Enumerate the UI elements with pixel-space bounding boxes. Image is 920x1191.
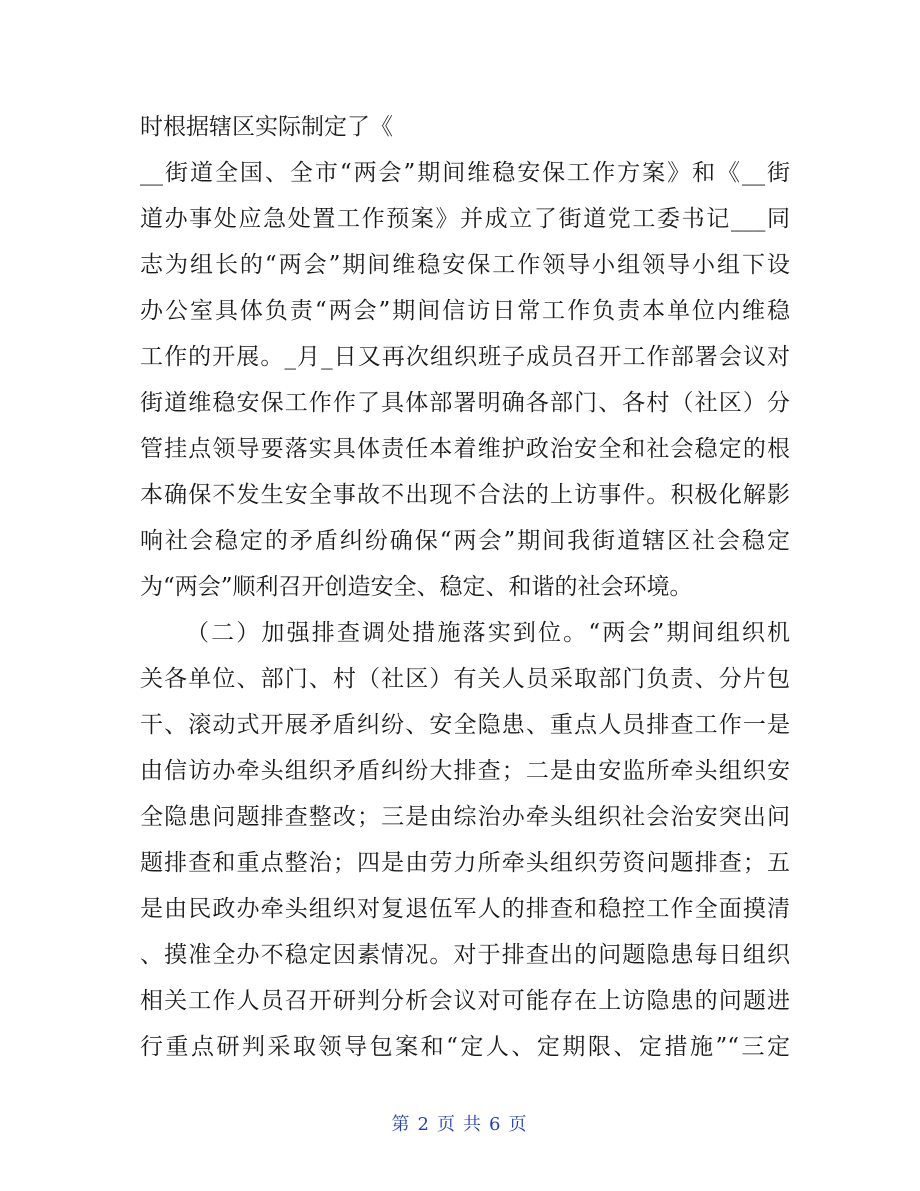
body-line: 工作的开展。_月_日又再次组织班子成员召开工作部署会议对 <box>140 344 790 370</box>
footer-current-page: 2 <box>417 1114 431 1135</box>
body-line: 题排查和重点整治；四是由劳力所牵头组织劳资问题排查；五 <box>140 850 790 876</box>
body-line: 时根据辖区实际制定了《 <box>140 114 393 140</box>
body-line: 为“两会”顺利召开创造安全、稳定、和谐的社会环境。 <box>140 574 693 600</box>
footer-total-word: 共 <box>463 1114 483 1135</box>
footer-suffix: 页 <box>508 1114 529 1135</box>
body-line: 响社会稳定的矛盾纠纷确保“两会”期间我街道辖区社会稳定 <box>140 528 790 554</box>
body-line: 道办事处应急处置工作预案》并成立了街道党工委书记___同 <box>140 206 790 232</box>
body-line: 全隐患问题排查整改；三是由综治办牵头组织社会治安突出问 <box>140 804 790 830</box>
body-line: 志为组长的“两会”期间维稳安保工作领导小组领导小组下设 <box>140 252 790 278</box>
body-line: 管挂点领导要落实具体责任本着维护政治安全和社会稳定的根 <box>140 436 790 462</box>
body-line: 干、滚动式开展矛盾纠纷、安全隐患、重点人员排查工作一是 <box>140 712 790 738</box>
body-line: 本确保不发生安全事故不出现不合法的上访事件。积极化解影 <box>140 482 790 508</box>
footer-total-pages: 6 <box>489 1114 503 1135</box>
body-line: 是由民政办牵头组织对复退伍军人的排查和稳控工作全面摸清 <box>140 896 790 922</box>
body-line: 由信访办牵头组织矛盾纠纷大排查；二是由安监所牵头组织安 <box>140 758 790 784</box>
body-line: 行重点研判采取领导包案和“定人、定期限、定措施”“三定 <box>140 1034 790 1060</box>
footer-page-word: 页 <box>437 1114 457 1135</box>
footer-prefix: 第 <box>391 1114 412 1135</box>
body-line: __街道全国、全市“两会”期间维稳安保工作方案》和《__街 <box>140 160 790 186</box>
body-line: 办公室具体负责“两会”期间信访日常工作负责本单位内维稳 <box>140 298 790 324</box>
body-line: 相关工作人员召开研判分析会议对可能存在上访隐患的问题进 <box>140 988 790 1014</box>
page-footer <box>0 1110 920 1136</box>
body-line: 关各单位、部门、村（社区）有关人员采取部门负责、分片包 <box>140 666 790 692</box>
section-heading-line: （二）加强排查调处措施落实到位。“两会”期间组织机 <box>186 620 790 646</box>
body-line: 街道维稳安保工作作了具体部署明确各部门、各村（社区）分 <box>140 390 790 416</box>
body-line: 、摸准全办不稳定因素情况。对于排查出的问题隐患每日组织 <box>140 942 790 968</box>
